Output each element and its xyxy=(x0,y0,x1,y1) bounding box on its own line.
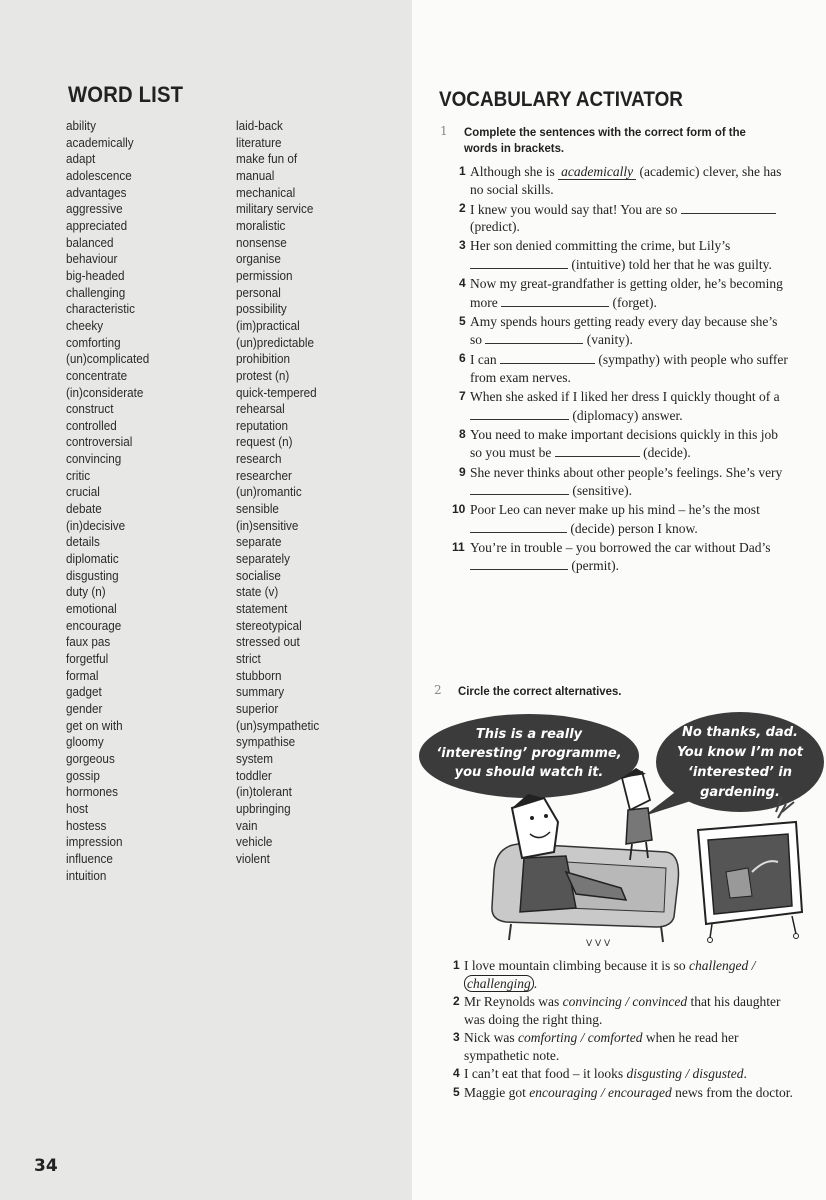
exercise-1-item xyxy=(452,539,790,575)
alternative-1[interactable]: disgusting xyxy=(626,1066,682,1081)
sentence-start: I can xyxy=(470,352,500,368)
word-list-item: adolescence xyxy=(66,167,132,183)
exercise-2-item xyxy=(453,957,794,992)
word-list-item: characteristic xyxy=(66,301,135,317)
word-list-item: big-headed xyxy=(66,267,125,283)
word-list-item: behaviour xyxy=(66,251,118,267)
sentence-start: Although she is xyxy=(470,164,559,179)
word-list-item: (un)sympathetic xyxy=(236,717,320,733)
word-list-item: organise xyxy=(236,251,281,267)
word-list-item: sympathise xyxy=(236,734,296,750)
sentence-end: that his daughter was doing the right thing. xyxy=(464,994,781,1027)
item-number: 3 xyxy=(459,238,466,253)
exercise-2-list xyxy=(453,957,794,1102)
answer-blank[interactable] xyxy=(470,406,569,420)
word-list-item: details xyxy=(66,534,100,550)
word-list-item: emotional xyxy=(66,601,117,617)
word-list-item: nonsense xyxy=(236,234,287,250)
bubble-right-line-2: You know I’m not xyxy=(676,745,804,760)
word-list-item: vehicle xyxy=(236,834,273,850)
exercise-2-item xyxy=(453,993,794,1028)
word-list-item: literature xyxy=(236,134,282,150)
sentence-end: (academic) clever, she has no social skills. xyxy=(470,164,782,197)
word-list-item: toddler xyxy=(236,767,272,783)
word-list-item: research xyxy=(236,451,282,467)
word-list-column-2 xyxy=(236,118,328,868)
bubble-left-line-2: ‘interesting’ programme, xyxy=(436,746,622,761)
answer-blank[interactable] xyxy=(681,200,776,214)
exercise-1-item xyxy=(459,388,790,424)
sentence-end: . xyxy=(743,1066,747,1081)
word-list-item: reputation xyxy=(236,417,289,433)
sentence-start: She never thinks about other people’s feelings. She’s very xyxy=(470,464,783,480)
word-list-item: upbringing xyxy=(236,800,291,816)
word-list-item: intuition xyxy=(66,867,107,883)
word-list-item: stereotypical xyxy=(236,617,302,633)
word-list-item: summary xyxy=(236,684,285,700)
word-list-item: violent xyxy=(236,850,270,866)
item-number: 6 xyxy=(459,351,466,366)
word-list-item: gadget xyxy=(66,684,102,700)
alternative-1[interactable]: encouraging xyxy=(529,1084,598,1100)
item-number: 2 xyxy=(453,994,460,1008)
sentence-start: Her son denied committing the crime, but Lily’s xyxy=(470,238,731,254)
word-list-item: aggressive xyxy=(66,201,123,217)
word-list-item: advantages xyxy=(66,184,127,200)
exercise-2-instruction: Circle the correct alternatives. xyxy=(458,684,622,698)
exercise-1-item xyxy=(459,163,790,198)
sentence-end: (predict). xyxy=(470,219,520,235)
sentence-end: (sympathy) with people who suffer from exam nerves. xyxy=(470,352,788,386)
alternative-2[interactable]: comforted xyxy=(587,1030,643,1045)
word-list-item: (in)considerate xyxy=(66,384,144,400)
item-number: 7 xyxy=(459,389,466,404)
word-list-item: sensible xyxy=(236,501,279,517)
alternative-2[interactable]: disgusted xyxy=(692,1066,744,1081)
word-list-item: convincing xyxy=(66,451,122,467)
item-number: 8 xyxy=(459,426,466,441)
television-drawing xyxy=(698,796,802,943)
sentence-end: (diplomacy) answer. xyxy=(569,407,683,423)
sentence-end: (sensitive). xyxy=(569,483,632,499)
word-list-item: separately xyxy=(236,551,290,567)
exercise-2-number: 2 xyxy=(434,683,442,697)
word-list-item: state (v) xyxy=(236,584,279,600)
sentence-end: . xyxy=(533,975,538,991)
page-number: 34 xyxy=(34,1156,58,1176)
answer-blank[interactable] xyxy=(485,330,583,344)
item-number: 10 xyxy=(452,502,466,517)
word-list-item: manual xyxy=(236,167,275,183)
word-list-item: disgusting xyxy=(66,567,119,583)
word-list-item: duty (n) xyxy=(66,584,106,600)
exercise-1-item xyxy=(459,200,790,236)
alternative-separator: / xyxy=(681,1066,693,1081)
word-list-item: protest (n) xyxy=(236,367,290,383)
word-list-item: socialise xyxy=(236,567,281,583)
answer-blank[interactable] xyxy=(470,255,568,269)
word-list-item: debate xyxy=(66,501,102,517)
word-list-item: (un)romantic xyxy=(236,484,302,500)
item-number: 11 xyxy=(452,539,465,554)
word-list-item: rehearsal xyxy=(236,401,285,417)
word-list-item: (im)practical xyxy=(236,317,300,333)
exercise-1-item xyxy=(459,464,790,500)
exercise-1-instruction-line-1: Complete the sentences with the correct form of the xyxy=(464,125,746,139)
word-list-item: influence xyxy=(66,850,113,866)
alternative-1[interactable]: challenged xyxy=(688,958,749,973)
word-list-item: impression xyxy=(66,834,123,850)
sentence-start: Now my great-grandfather is getting older, he’s becoming more xyxy=(470,276,783,310)
word-list-item: make fun of xyxy=(236,151,298,167)
word-list-item: personal xyxy=(236,284,281,300)
svg-text:V V V: V V V xyxy=(586,939,611,949)
item-number: 3 xyxy=(453,1030,460,1044)
word-list-item: construct xyxy=(66,401,114,417)
alternative-separator: / xyxy=(621,994,633,1009)
sentence-start: You need to make important decisions quickly in this job so you must be xyxy=(470,426,778,461)
alternative-separator: / xyxy=(748,958,756,973)
word-list-item: get on with xyxy=(66,717,123,733)
word-list-item: crucial xyxy=(66,484,100,500)
word-list-item: controlled xyxy=(66,417,117,433)
word-list-item: hormones xyxy=(66,784,119,800)
word-list-item: concentrate xyxy=(66,367,128,383)
exercise-1-item xyxy=(459,313,790,349)
word-list-item: request (n) xyxy=(236,434,293,450)
answer-blank[interactable] xyxy=(470,481,569,495)
word-list-item: formal xyxy=(66,667,99,683)
child-figure-drawing xyxy=(622,768,652,860)
word-list-item: gender xyxy=(66,700,103,716)
word-list-item: system xyxy=(236,750,274,766)
sentence-end: (forget). xyxy=(609,294,657,310)
answer-blank[interactable] xyxy=(500,350,595,364)
word-list-item: (in)decisive xyxy=(66,517,126,533)
item-number: 1 xyxy=(459,164,466,178)
word-list-item: laid-back xyxy=(236,118,283,133)
sentence-start: I knew you would say that! You are so xyxy=(470,201,681,217)
word-list-item: controversial xyxy=(66,434,133,450)
bubble-right-line-1: No thanks, dad. xyxy=(681,725,799,740)
exercise-1-instruction-line-2: words in brackets. xyxy=(464,141,565,155)
word-list-item: stubborn xyxy=(236,667,282,683)
word-list-item: stressed out xyxy=(236,634,300,650)
exercise-2-item xyxy=(453,1029,794,1064)
alternative-2[interactable]: encouraged xyxy=(608,1084,672,1100)
word-list-item: (in)sensitive xyxy=(236,517,299,533)
sentence-start: Mr Reynolds was xyxy=(464,994,563,1009)
vocabulary-activator-title: VOCABULARY ACTIVATOR xyxy=(439,88,683,111)
word-list-title: WORD LIST xyxy=(68,82,184,107)
word-list-item: (un)complicated xyxy=(66,351,150,367)
word-list-item: gloomy xyxy=(66,734,104,750)
alternative-1[interactable]: convincing xyxy=(562,994,622,1009)
exercise-1-list xyxy=(452,163,790,577)
sentence-start: Poor Leo can never make up his mind – he’s the most xyxy=(470,502,760,518)
exercise-1-item xyxy=(452,501,790,537)
word-list-item: separate xyxy=(236,534,282,550)
item-number: 4 xyxy=(453,1066,460,1080)
word-list-item: hostess xyxy=(66,817,107,833)
word-list-item: diplomatic xyxy=(66,551,119,567)
answer-blank[interactable] xyxy=(555,443,640,457)
word-list-item: prohibition xyxy=(236,351,290,367)
word-list-item: statement xyxy=(236,601,288,617)
sofa-drawing xyxy=(492,844,679,949)
sentence-end: (permit). xyxy=(568,558,619,574)
exercise-1-item xyxy=(459,275,790,311)
exercise-1-number: 1 xyxy=(440,124,448,138)
word-list-item: ability xyxy=(66,118,96,133)
sentence-end: when he read her sympathetic note. xyxy=(464,1030,739,1063)
word-list-item: comforting xyxy=(66,334,121,350)
word-list-item: moralistic xyxy=(236,217,286,233)
cartoon-illustration xyxy=(416,712,826,950)
speech-bubble-right xyxy=(644,712,824,816)
word-list-item: gorgeous xyxy=(66,750,115,766)
sentence-end: (decide) person I know. xyxy=(567,520,698,536)
word-list-item: academically xyxy=(66,134,134,150)
sentence-start: I love mountain climbing because it is so xyxy=(464,958,689,973)
sentence-start: You’re in trouble – you borrowed the car without Dad’s xyxy=(470,539,771,555)
word-list-item: possibility xyxy=(236,301,287,317)
left-page-background xyxy=(0,0,412,1200)
exercise-2-item xyxy=(453,1084,794,1102)
word-list-item: gossip xyxy=(66,767,100,783)
word-list-item: vain xyxy=(236,817,258,833)
word-list-item: superior xyxy=(236,700,279,716)
word-list-item: strict xyxy=(236,651,261,666)
word-list-item: appreciated xyxy=(66,217,128,233)
exercise-1-item xyxy=(459,426,790,462)
alternative-1[interactable]: comforting xyxy=(518,1030,578,1045)
word-list-item: (un)predictable xyxy=(236,334,315,350)
item-number: 1 xyxy=(453,958,460,972)
answer-blank[interactable] xyxy=(501,293,609,307)
word-list-item: cheeky xyxy=(66,317,104,333)
exercise-1-item xyxy=(459,237,790,273)
word-list-item: balanced xyxy=(66,234,114,250)
word-list-item: mechanical xyxy=(236,184,296,200)
alternative-2[interactable]: convinced xyxy=(632,994,688,1009)
word-list-item: permission xyxy=(236,267,293,283)
item-number: 2 xyxy=(459,200,466,215)
example-answer: academically xyxy=(558,165,636,180)
word-list-item: challenging xyxy=(66,284,126,300)
word-list-item: researcher xyxy=(236,467,292,483)
item-number: 4 xyxy=(459,276,466,291)
word-list-item: quick-tempered xyxy=(236,384,317,400)
item-number: 9 xyxy=(459,464,466,479)
answer-blank[interactable] xyxy=(470,556,568,570)
exercise-1-item xyxy=(459,350,790,386)
sentence-end: (intuitive) told her that he was guilty. xyxy=(568,256,772,272)
bubble-right-line-4: gardening. xyxy=(700,785,780,800)
exercise-1-instruction xyxy=(464,124,778,156)
word-list-item: military service xyxy=(236,201,314,217)
sentence-end: (vanity). xyxy=(583,332,633,348)
sentence-end: news from the doctor. xyxy=(671,1084,793,1100)
alternative-separator: / xyxy=(577,1030,588,1045)
word-list-item: critic xyxy=(66,467,91,483)
bubble-right-line-3: ‘interested’ in xyxy=(687,765,793,780)
sentence-end: (decide). xyxy=(639,445,691,461)
alternative-separator: / xyxy=(597,1084,609,1100)
word-list-item: forgetful xyxy=(66,651,109,666)
sentence-start: When she asked if I liked her dress I quickly thought of a xyxy=(470,389,780,405)
alternative-2[interactable]: challenging xyxy=(464,975,534,992)
bubble-left-line-3: you should watch it. xyxy=(454,765,604,780)
word-list-item: (in)tolerant xyxy=(236,784,292,800)
word-list-item: host xyxy=(66,800,89,816)
word-list-item: faux pas xyxy=(66,634,111,650)
sentence-start: I can’t eat that food – it looks xyxy=(464,1066,627,1081)
word-list-item: adapt xyxy=(66,151,96,167)
item-number: 5 xyxy=(453,1084,460,1099)
word-list-item: encourage xyxy=(66,617,122,633)
sentence-start: Nick was xyxy=(464,1030,518,1045)
bubble-left-line-1: This is a really xyxy=(475,727,583,742)
exercise-2-item xyxy=(453,1065,794,1083)
answer-blank[interactable] xyxy=(470,519,567,533)
sentence-start: Amy spends hours getting ready every day because she’s so xyxy=(470,313,778,348)
item-number: 5 xyxy=(459,313,466,328)
word-list-column-1 xyxy=(66,118,159,884)
sentence-start: Maggie got xyxy=(464,1084,530,1100)
